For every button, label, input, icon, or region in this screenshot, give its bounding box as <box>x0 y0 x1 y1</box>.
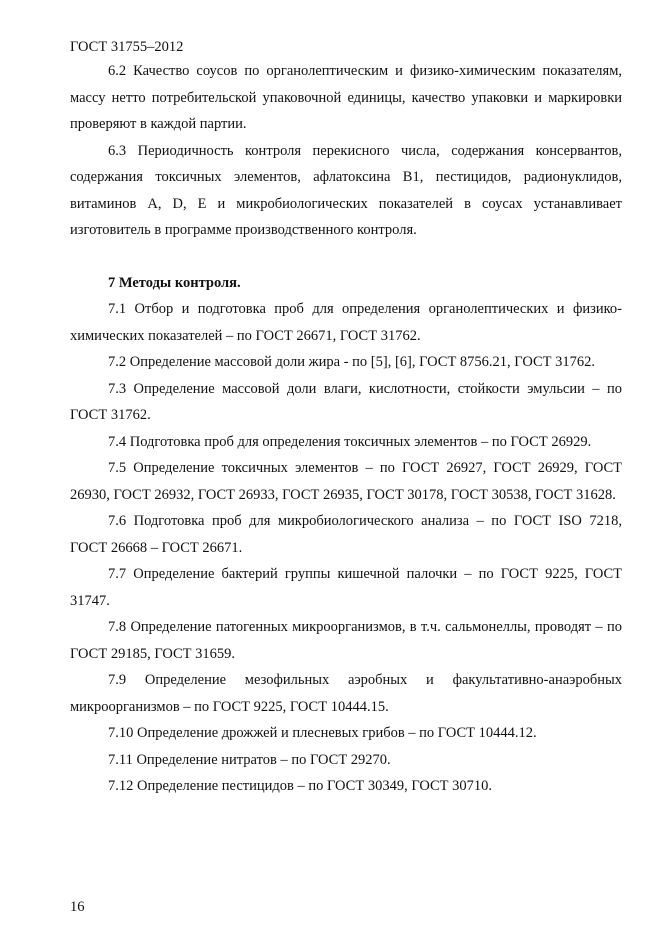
page-content <box>70 58 622 800</box>
paragraph-7-3: 7.3 Определение массовой доли влаги, кислотности, стойкости эмульсии – по ГОСТ 31762. <box>70 380 622 423</box>
paragraph-7-8: 7.8 Определение патогенных микроорганизмов, в т.ч. сальмонеллы, проводят – по ГОСТ 29185, ГОСТ 31659. <box>70 619 622 662</box>
paragraph-6-3: 6.3 Периодичность контроля перекисного числа, содержания консервантов, содержания токсичных элементов, афлатоксина В1, пестицидов, радионуклидов, витаминов А, D, Е и микробиологических показателей в соусах устанавливает изготовитель в программе производственного контроля. <box>70 142 622 238</box>
paragraph-7-7: 7.7 Определение бактерий группы кишечной палочки – по ГОСТ 9225, ГОСТ 31747. <box>70 566 622 609</box>
paragraph-7-5: 7.5 Определение токсичных элементов – по ГОСТ 26927, ГОСТ 26929, ГОСТ 26930, ГОСТ 26932, ГОСТ 26933, ГОСТ 26935, ГОСТ 30178, ГОСТ 30538, ГОСТ 31628. <box>70 460 622 503</box>
section-7-heading: 7 Методы контроля. <box>108 274 241 291</box>
paragraph-7-2: 7.2 Определение массовой доли жира - по [5], [6], ГОСТ 8756.21, ГОСТ 31762. <box>108 354 596 370</box>
section-gap <box>70 244 622 270</box>
paragraph-6-2: 6.2 Качество соусов по органолептическим и физико-химическим показателям, массу нетто потребительской упаковочной единицы, качество упаковки и маркировки проверяют в каждой партии. <box>70 63 622 132</box>
paragraph-7-10: 7.10 Определение дрожжей и плесневых грибов – по ГОСТ 10444.12. <box>108 725 537 741</box>
paragraph-7-1: 7.1 Отбор и подготовка проб для определения органолептических и физико-химических показателей – по ГОСТ 26671, ГОСТ 31762. <box>70 301 622 344</box>
paragraph-7-6: 7.6 Подготовка проб для микробиологического анализа – по ГОСТ ISO 7218, ГОСТ 26668 – ГОСТ 26671. <box>70 513 622 556</box>
paragraph-7-9: 7.9 Определение мезофильных аэробных и факультативно-анаэробных микроорганизмов – по ГОСТ 9225, ГОСТ 10444.15. <box>70 672 622 715</box>
paragraph-7-11: 7.11 Определение нитратов – по ГОСТ 29270. <box>108 751 391 768</box>
standard-header: ГОСТ 31755–2012 <box>70 39 184 55</box>
page-number: 16 <box>70 899 85 915</box>
paragraph-7-12: 7.12 Определение пестицидов – по ГОСТ 30349, ГОСТ 30710. <box>108 778 493 794</box>
paragraph-7-4: 7.4 Подготовка проб для определения токсичных элементов – по ГОСТ 26929. <box>108 433 592 450</box>
